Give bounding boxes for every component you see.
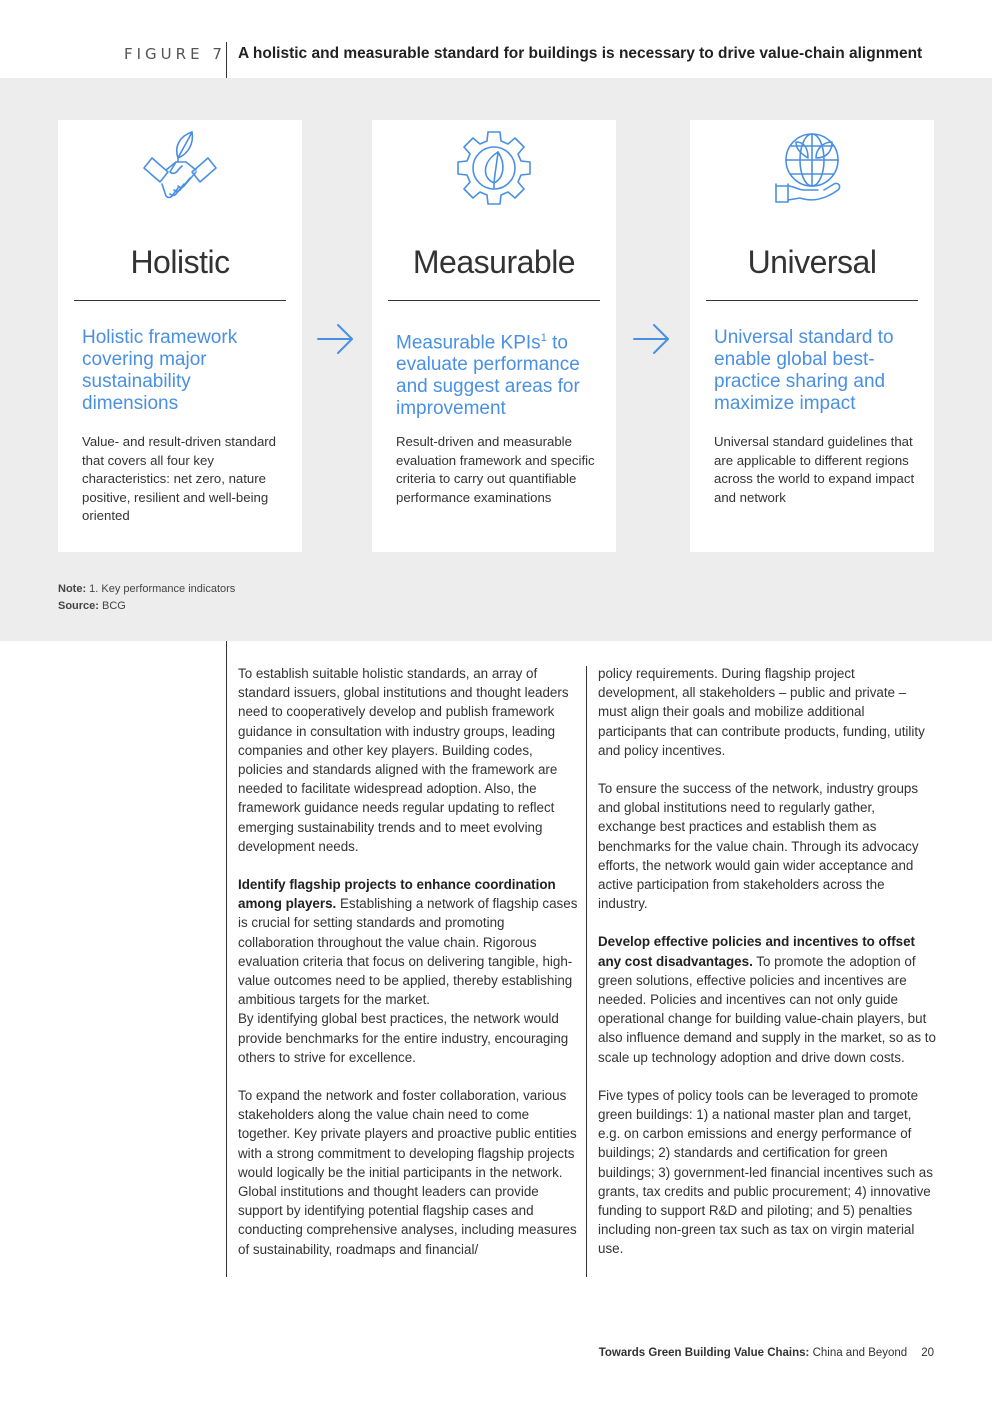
paragraph [238,875,578,1009]
arrow-right-icon [316,319,356,359]
paragraph: By identifying global best practices, the network would provide benchmarks for the entire industry, encouraging others to strive for excellence. [238,1011,569,1065]
card-subtitle [396,327,602,420]
paragraph: To expand the network and foster collaboration, various stakeholders along the value chain need to come together. Key private players and proactive public entities with a strong commitment to developing flagship projects would logically be the initial participants in the network. Global institutions and thought leaders can provide support by identifying potential flagship cases and conducting comprehensive analyses, including measures of sustainability, roadmaps and financial/ [238,1088,577,1257]
card-description: Value- and result-driven standard that covers all four key characteristics: net zero, nature positive, resilient and well-being oriented [82,434,277,523]
figure-title: A holistic and measurable standard for buildings is necessary to drive value-chain alignment [238,45,923,62]
paragraph [598,932,936,1066]
footer-title-bold: Towards Green Building Value Chains: [598,1347,810,1359]
figure-panel [0,78,992,641]
gear-leaf-icon [454,128,534,208]
figure-notes [58,581,235,615]
globe-hand-icon [772,128,852,208]
note-label: Note: [58,583,87,595]
subtitle-rest: to evaluate performance and suggest areas for improvement [396,332,580,420]
card-title: Universal [747,244,877,280]
paragraph: To ensure the success of the network, industry groups and global institutions need to regularly gather, exchange best practices and establish them as benchmarks for the value chain. Through its advocacy efforts, the network would gain wider acceptance and active participation from stakeholders across the industry. [598,781,919,912]
paragraph-heading: Develop effective policies and incentives to offset any cost disadvantages. [598,934,916,969]
arrow-right-icon [632,319,672,359]
card-subtitle: Universal standard to enable global best-practice sharing and maximize impact [714,327,894,414]
subtitle-main: Measurable KPIs [396,332,541,354]
note-line [58,581,235,598]
card-divider [706,300,918,301]
card-description: Result-driven and measurable evaluation framework and specific criteria to carry out quantifiable performance examinations [396,434,595,505]
figure-header [0,0,992,78]
footer-title-rest: China and Beyond [809,1347,908,1359]
source-text: BCG [98,600,126,612]
figure-divider [226,42,227,78]
card-divider [74,300,286,301]
card-title: Holistic [130,244,230,280]
page-footer [599,1347,934,1359]
footnote-marker: 1 [540,332,547,344]
page-number: 20 [921,1347,934,1359]
card-holistic [58,120,302,552]
column-divider [226,641,227,1277]
body-column-left [238,664,578,1278]
column-divider [586,666,587,1277]
source-label: Source: [58,600,99,612]
card-title: Measurable [412,244,576,280]
paragraph: policy requirements. During flagship project development, all stakeholders – public and private – must align their goals and mobilize additional participants that can contribute products, funding, utility and policy incentives. [598,666,925,758]
card-universal [690,120,934,552]
figure-label: FIGURE 7 [124,45,226,63]
body-column-right [598,664,936,1278]
paragraph-text: Establishing a network of flagship cases is crucial for setting standards and promoting collaboration throughout the value chain. Rigorous evaluation criteria that focus on delivering tangible, high-value outcomes need to be applied, thereby establishing ambitious targets for the market. [238,896,578,1008]
paragraph: To establish suitable holistic standards, an array of standard issuers, global institutions and thought leaders need to cooperatively develop and publish framework guidance in consultation with industry groups, leading companies and other key players. Building codes, policies and standards aligned with the framework are needed to facilitate widespread adoption. Also, the framework guidance needs regular updating to reflect emerging sustainability trends and to meet evolving development needs. [238,666,569,854]
handshake-leaf-icon [140,128,220,208]
note-text: 1. Key performance indicators [86,583,236,595]
card-subtitle: Holistic framework covering major sustainability dimensions [82,327,238,414]
paragraph-text: To promote the adoption of green solutions, effective policies and incentives are needed. Policies and incentives can not only guide operational change for building value-chain players, but also influence demand and supply in the market, so as to scale up technology adoption and drive down costs. [598,953,936,1065]
paragraph: Five types of policy tools can be leveraged to promote green buildings: 1) a national master plan and target, e.g. on carbon emissions and energy performance of buildings; 2) standards and certification for green buildings; 3) government-led financial incentives such as grants, tax credits and public procurement; 4) innovative funding to support R&D and piloting; and 5) penalties including non-green tax such as tax on virgin material use. [598,1087,933,1257]
paragraph-heading: Identify flagship projects to enhance coordination among players. [238,877,556,912]
source-line [58,598,235,615]
card-description: Universal standard guidelines that are applicable to different regions across the world to expand impact and network [714,434,915,505]
card-measurable [372,120,616,552]
card-divider [388,300,600,301]
